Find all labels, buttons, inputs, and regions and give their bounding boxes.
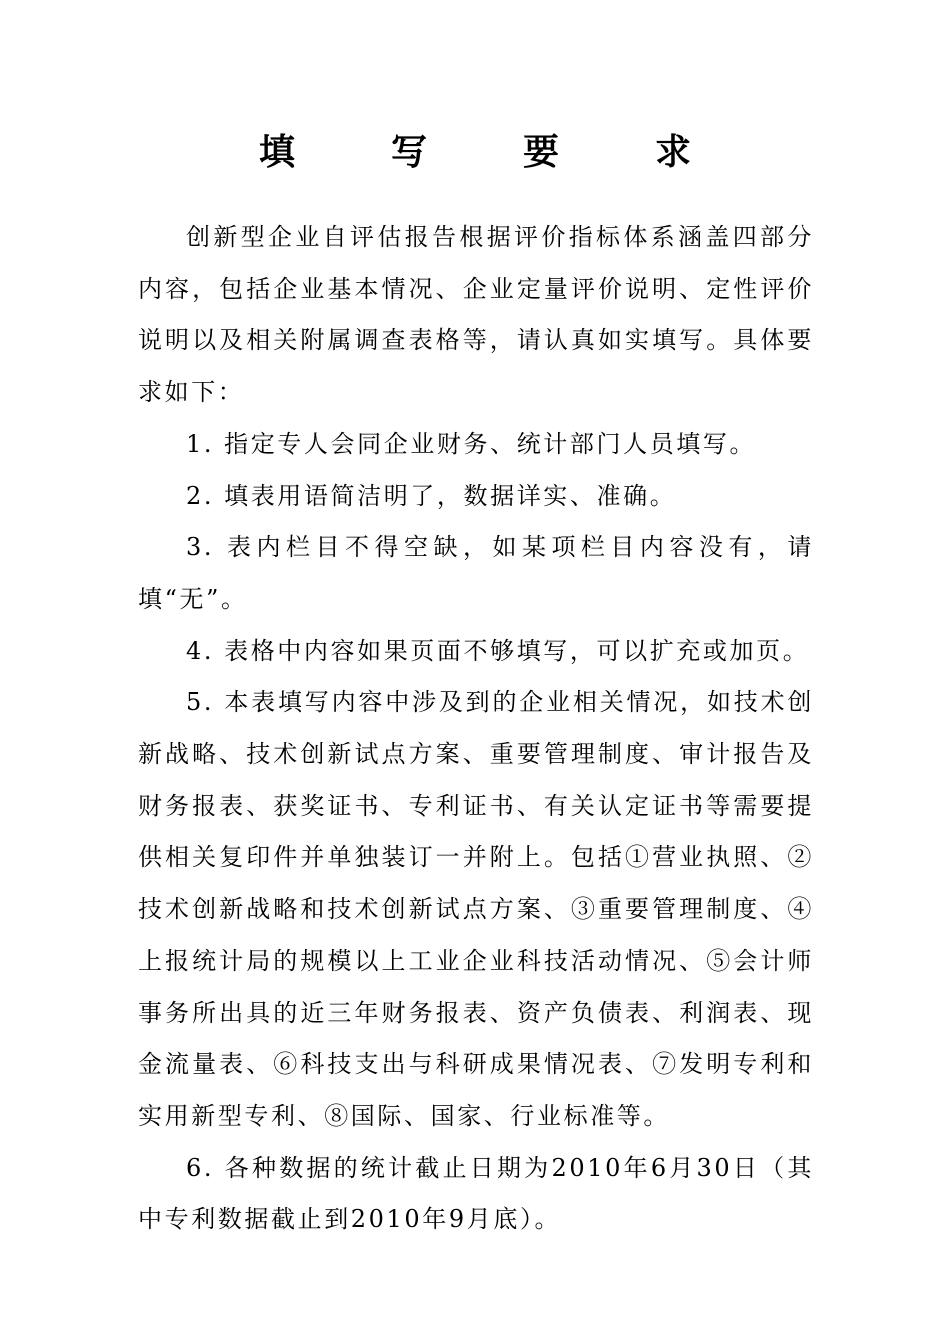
item-number: 3. bbox=[186, 533, 215, 562]
requirement-item-1 bbox=[138, 419, 814, 471]
item-text: 表格中内容如果页面不够填写，可以扩充或加页。 bbox=[224, 636, 810, 665]
item-text: 各种数据的统计截止日期为2010年6月30日（其中专利数据截止到2010年9月底）。 bbox=[138, 1153, 814, 1234]
requirement-item-5 bbox=[138, 677, 814, 1142]
requirement-item-3 bbox=[138, 522, 814, 625]
document-body bbox=[138, 212, 814, 1246]
item-number: 5. bbox=[186, 688, 215, 717]
intro-paragraph: 创新型企业自评估报告根据评价指标体系涵盖四部分内容，包括企业基本情况、企业定量评价说明、定性评价说明以及相关附属调查表格等，请认真如实填写。具体要求如下： bbox=[138, 223, 814, 407]
requirement-item-2 bbox=[138, 471, 814, 523]
item-number: 2. bbox=[186, 481, 215, 510]
item-number: 4. bbox=[186, 636, 215, 665]
item-text: 填表用语简洁明了，数据详实、准确。 bbox=[224, 481, 677, 510]
item-number: 1. bbox=[186, 429, 215, 458]
requirement-item-4 bbox=[138, 626, 814, 678]
item-text: 本表填写内容中涉及到的企业相关情况，如技术创新战略、技术创新试点方案、重要管理制度、审计报告及财务报表、获奖证书、专利证书、有关认定证书等需要提供相关复印件并单独装订一并附上。包括①营业执照、②技术创新战略和技术创新试点方案、③重要管理制度、④上报统计局的规模以上工业企业科技活动情况、⑤会计师事务所出具的近三年财务报表、资产负债表、利润表、现金流量表、⑥科技支出与科研成果情况表、⑦发明专利和实用新型专利、⑧国际、国家、行业标准等。 bbox=[138, 688, 814, 1130]
item-text: 表内栏目不得空缺，如某项栏目内容没有，请填“无”。 bbox=[138, 533, 814, 613]
page-title: 填 写 要 求 bbox=[258, 131, 721, 173]
item-text: 指定专人会同企业财务、统计部门人员填写。 bbox=[224, 429, 757, 458]
requirement-item-6 bbox=[138, 1143, 814, 1246]
item-number: 6. bbox=[186, 1153, 215, 1182]
